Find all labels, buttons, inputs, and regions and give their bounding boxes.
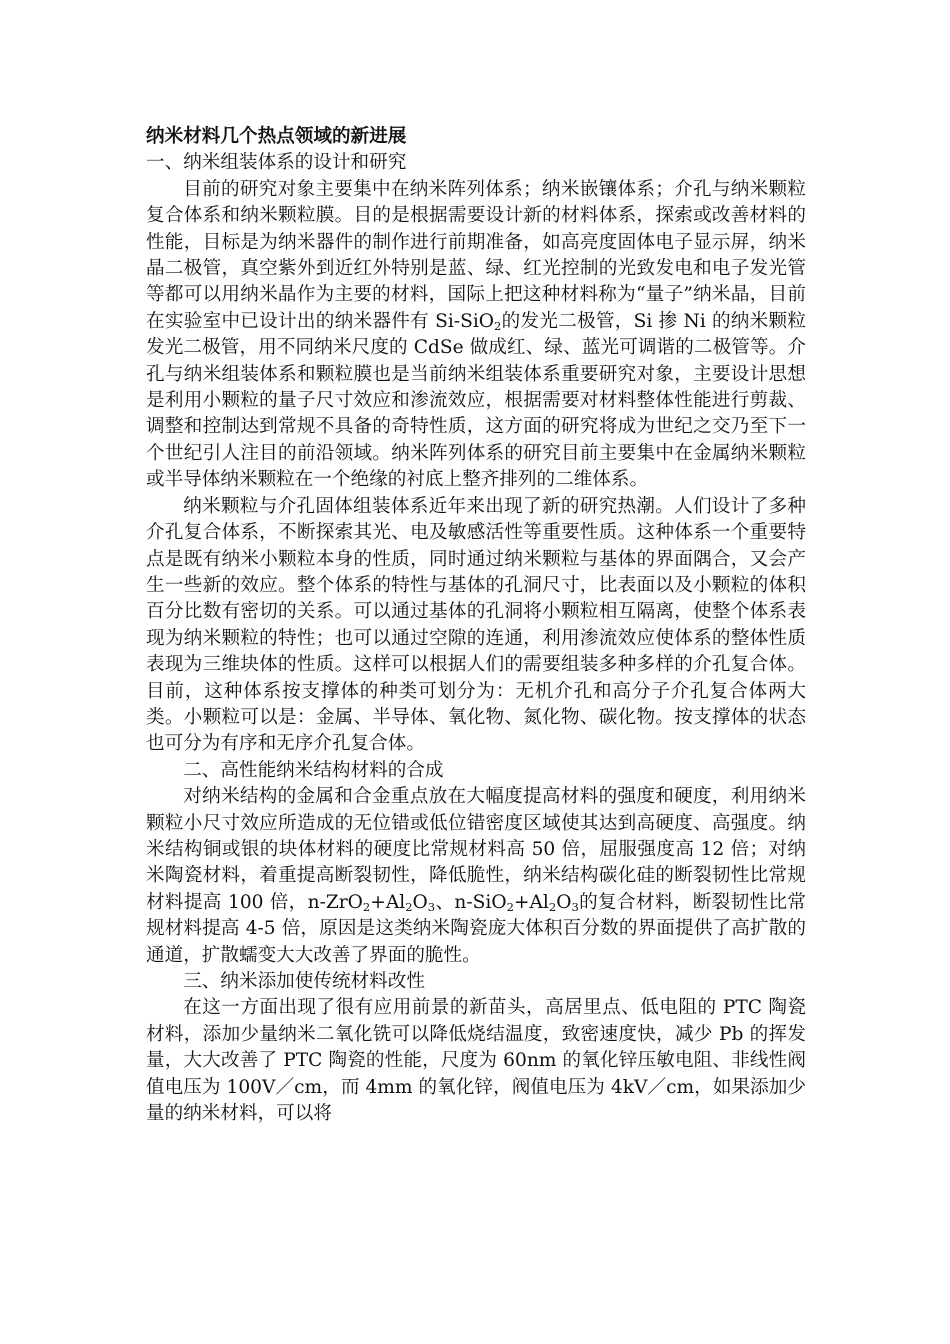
paragraph-text: 纳米颗粒与介孔固体组装体系近年来出现了新的研究热潮。人们设计了多种介孔复合体系，不断探索其光、电及敏感活性等重要性质。这种体系一个重要特点是既有纳米小颗粒本身的性质，同时通过纳米颗粒与基体的界面隅合，又会产生一些新的效应。整个体系的特性与基体的孔洞尺寸，比表面以及小颗粒的体积百分比数有密切的关系。可以通过基体的孔洞将小颗粒相互隔离，使整个体系表现为纳米颗粒的特性；也可以通过空隙的连通，利用渗流效应使体系的整体性质表现为三维块体的性质。这样可以根据人们的需要组装多种多样的介孔复合体。目前，这种体系按支撑体的种类可划分为：无机介孔和高分子介孔复合体两大类。小颗粒可以是：金属、半导体、氧化物、氮化物、碳化物。按支撑体的状态也可分为有序和无序介孔复合体。 bbox=[146, 495, 806, 755]
section-heading: 二、高性能纳米结构材料的合成 bbox=[183, 759, 444, 781]
paragraph-text: O bbox=[556, 891, 572, 913]
subscript-text: 2 bbox=[506, 899, 514, 914]
paragraph-text: 在这一方面出现了很有应用前景的新苗头，高居里点、低电阻的 PTC 陶瓷材料，添加少量纳米二氧化铣可以降低烧结温度，致密速度快，减少 Pb 的挥发量，大大改善了 PTC 陶瓷的性能，尺度为 60nm 的氧化锌压敏电阻、非线性阀值电压为 100V／cm，而 4mm 的氧化锌，阀值电压为 4kV／cm，如果添加少量的纳米材料，可以将 bbox=[146, 997, 806, 1125]
document-body bbox=[146, 124, 806, 1127]
subscript-text: 2 bbox=[494, 318, 502, 333]
subscript-text: 2 bbox=[405, 899, 413, 914]
section-heading: 一、纳米组装体系的设计和研究 bbox=[146, 152, 407, 174]
document-sections bbox=[146, 150, 806, 1127]
subscript-text: 2 bbox=[548, 899, 557, 914]
paragraph-text: +Al bbox=[370, 891, 406, 913]
body-paragraph bbox=[146, 494, 806, 758]
paragraph-text: 的复合材料，断裂韧性比常规材料提高 4-5 倍，原因是这类纳米陶瓷庞大体积百分数的界面提供了高扩散的通道，扩散蠕变大大改善了界面的脆性。 bbox=[146, 891, 806, 966]
section-heading: 三、纳米添加使传统材料改性 bbox=[183, 971, 425, 992]
body-paragraph bbox=[146, 784, 806, 969]
document-title: 纳米材料几个热点领域的新进展 bbox=[146, 126, 407, 147]
paragraph-text: 、n-SiO bbox=[435, 891, 507, 913]
subscript-text: 2 bbox=[362, 899, 371, 914]
body-paragraph bbox=[146, 995, 806, 1127]
paragraph-text: 的发光二极管，Si 掺 Ni 的纳米颗粒发光二极管，用不同纳米尺度的 CdSe 做成红、绿、蓝光可调谐的二极管等。介孔与纳米组装体系和颗粒膜也是当前纳米组装体系重要研究对象，主要设计思想是利用小颗粒的量子尺寸效应和渗流效应，根据需要对材料整体性能进行剪裁、调整和控制达到常规不具备的奇特性质，这方面的研究将成为世纪之交乃至下一个世纪引人注目的前沿领域。纳米阵列体系的研究目前主要集中在金属纳米颗粒或半导体纳米颗粒在一个绝缘的衬底上整齐排列的二维体系。 bbox=[146, 310, 806, 491]
subscript-text: 3 bbox=[427, 899, 436, 914]
paragraph-text: 目前的研究对象主要集中在纳米阵列体系；纳米嵌镶体系；介孔与纳米颗粒复合体系和纳米颗粒膜。目的是根据需要设计新的材料体系，探索或改善材料的性能，目标是为纳米器件的制作进行前期准备，如高亮度固体电子显示屏，纳米晶二极管，真空紫外到近红外特别是蓝、绿、红光控制的光致发电和电子发光管等都可以用纳米晶作为主要的材料，国际上把这种材料称为“量子”纳米晶，目前在实验室中已设计出的纳米器件有 Si-SiO bbox=[146, 178, 806, 332]
body-paragraph bbox=[146, 177, 806, 494]
paragraph-text: O bbox=[412, 891, 428, 913]
paragraph-text: +Al bbox=[513, 891, 549, 913]
subscript-text: 3 bbox=[571, 899, 579, 914]
paragraph-text: 对纳米结构的金属和合金重点放在大幅度提高材料的强度和硬度，利用纳米颗粒小尺寸效应所造成的无位错或低位错密度区域使其达到高硬度、高强度。纳米结构铜或银的块体材料的硬度比常规材料高 50 倍，屈服强度高 12 倍；对纳米陶瓷材料，着重提高断裂韧性，降低脆性，纳米结构碳化硅的断裂韧性比常规材料提高 100 倍，n-ZrO bbox=[146, 786, 806, 913]
